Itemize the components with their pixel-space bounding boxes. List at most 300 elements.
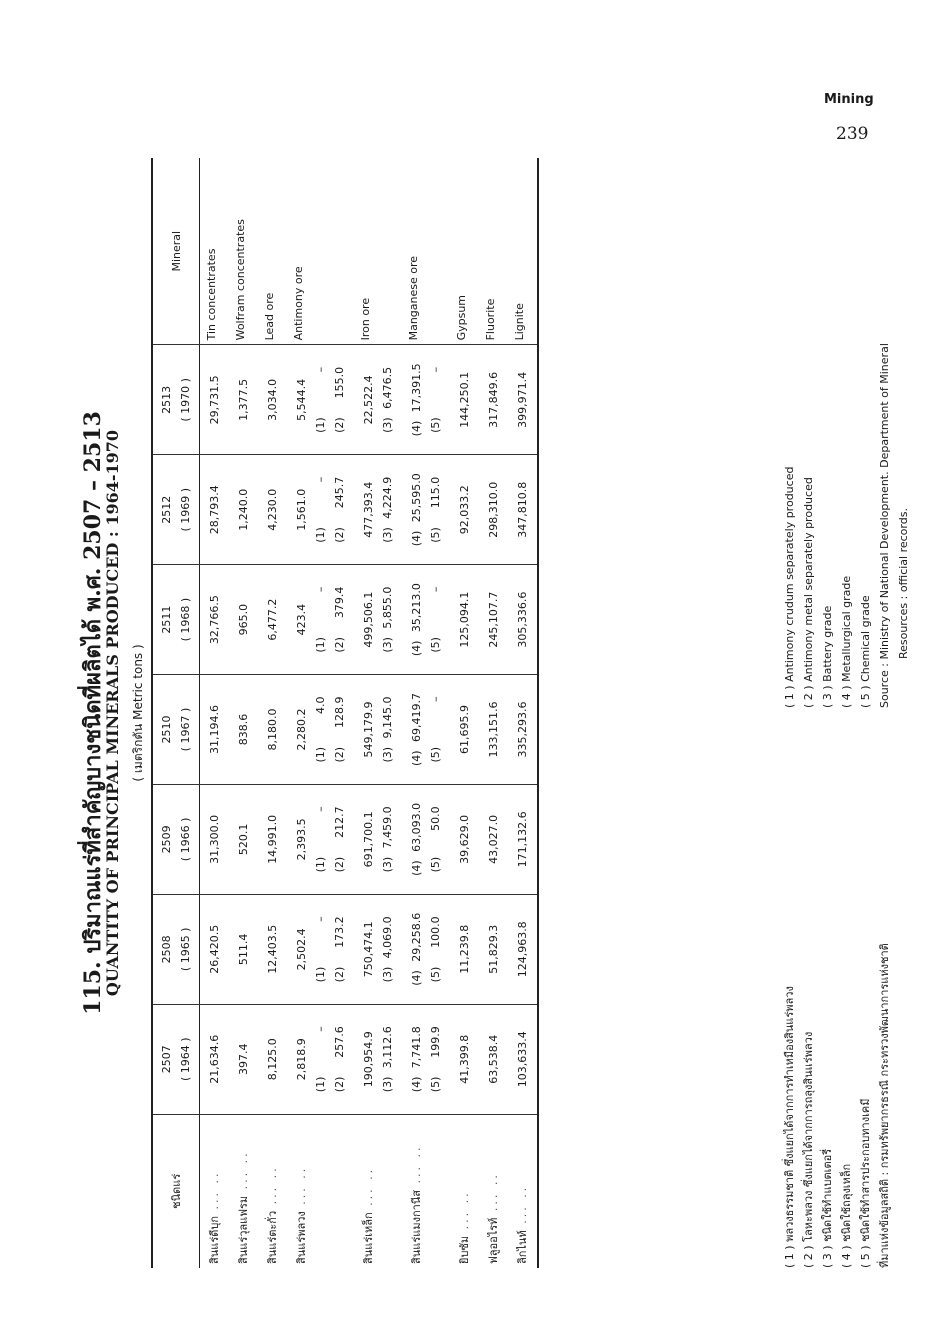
value-cell [258, 1004, 287, 1114]
value-number: 4,069.0 [381, 916, 394, 959]
value-line: 26,420.5 [208, 924, 221, 974]
value-cell [229, 455, 258, 565]
value-number: 6,476.5 [381, 366, 394, 409]
value-number: – [314, 916, 327, 922]
value-line [330, 1009, 349, 1110]
value-number: 35,213.0 [410, 583, 423, 633]
value-cell [258, 894, 287, 1004]
value-line: 31,300.0 [208, 814, 221, 864]
value-cell [508, 455, 538, 565]
value-line [311, 679, 330, 780]
mineral-thai-label: สินแร่ตะกั่ว [266, 1210, 279, 1264]
value-line: 1,240.0 [237, 488, 250, 531]
table-row [287, 158, 354, 1268]
header-thai-mineral: ชนิดแร่ [152, 1114, 200, 1268]
value-cell [258, 675, 287, 785]
value-line: 245,107.7 [487, 591, 500, 648]
value-number: – [314, 1026, 327, 1032]
footnote-marker: (2) [333, 637, 346, 653]
mineral-thai-label: ลิกไนท์ [516, 1230, 529, 1264]
value-line [311, 1009, 330, 1110]
value-line: 103,633.4 [516, 1031, 529, 1088]
notes-english [780, 158, 913, 708]
footnote-marker: (3) [381, 966, 394, 983]
value-line: 8,125.0 [266, 1038, 279, 1081]
footnote-marker: (1) [314, 527, 327, 543]
value-line: 32,766.5 [208, 595, 221, 645]
value-line [330, 789, 349, 890]
value-cell [402, 894, 450, 1004]
value-line [311, 459, 330, 560]
value-cell [508, 784, 538, 894]
footnote-marker: (4) [410, 860, 423, 876]
value-line [378, 789, 397, 890]
value-cell [229, 345, 258, 455]
value-number: 4.0 [314, 696, 327, 715]
value-line [407, 459, 426, 560]
value-line [407, 899, 426, 1000]
value-line: 2,502.4 [295, 928, 308, 971]
table-row [508, 158, 538, 1268]
value-line: 144,250.1 [458, 371, 471, 428]
value-number: 69,419.7 [410, 693, 423, 743]
value-number: – [429, 696, 442, 703]
footnote-marker: (3) [381, 527, 394, 543]
note-line: ( 5 ) ชนิดใช้ทำสารประกอบทางเคมี [859, 1098, 872, 1268]
value-number: 379.4 [333, 586, 346, 619]
value-cell [450, 1004, 479, 1114]
mineral-english-name: Gypsum [450, 158, 479, 345]
mineral-thai-label: สินแร่พลวง [295, 1211, 308, 1264]
footnote-marker: (5) [429, 417, 442, 433]
footnote-marker: (4) [410, 1076, 423, 1093]
value-cell [200, 345, 230, 455]
mineral-thai-label: สินแร่เหล็ก [362, 1212, 375, 1264]
value-cell [200, 675, 230, 785]
mineral-thai-label: ฟลูออไรท์ [487, 1217, 500, 1264]
header-year: 2510 ( 1967 ) [152, 675, 200, 785]
footnote-marker: (2) [333, 527, 346, 543]
value-line: 22,522.4 [362, 375, 375, 425]
mineral-thai-label: สินแร่ดีบุก [208, 1215, 221, 1264]
value-cell [450, 894, 479, 1004]
table-header [152, 158, 200, 1268]
value-number: 199.9 [429, 1026, 442, 1058]
mineral-english-name: Antimony ore [287, 158, 354, 345]
value-line [426, 789, 445, 890]
value-line: 1,377.5 [237, 378, 250, 421]
source-line-english: Source : Ministry of National Development. Department of Mineral [878, 343, 891, 708]
value-line: 298,310.0 [487, 481, 500, 538]
value-cell [354, 1004, 402, 1114]
value-line: 12,403.5 [266, 924, 279, 974]
value-line: 305,336.6 [516, 591, 529, 648]
value-cell [200, 784, 230, 894]
table-row [450, 158, 479, 1268]
value-number: 100.0 [429, 916, 442, 948]
value-line [407, 569, 426, 670]
footnote-marker: (3) [381, 856, 394, 873]
table-body [200, 158, 539, 1268]
value-number: 9,145.0 [381, 696, 394, 739]
value-number: 7,741.8 [410, 1026, 423, 1069]
value-line: 21,634.6 [208, 1034, 221, 1084]
value-cell [200, 1004, 230, 1114]
value-cell [258, 565, 287, 675]
leader-dots: ... .. [516, 1184, 529, 1231]
header-year: 2511 ( 1968 ) [152, 565, 200, 675]
mineral-thai-name [479, 1114, 508, 1268]
mineral-thai-label: สินแร่แมงกานีส [410, 1189, 423, 1264]
value-cell [402, 675, 450, 785]
title-english: QUANTITY OF PRINCIPAL MINERALS PRODUCED : 1964-1970 [103, 429, 122, 997]
table-number: 115. [80, 961, 106, 1015]
value-line: 92,033.2 [458, 485, 471, 535]
value-line [330, 679, 349, 780]
value-cell [354, 455, 402, 565]
value-cell [200, 894, 230, 1004]
value-cell [508, 675, 538, 785]
value-line: 423.4 [295, 603, 308, 636]
header-year: 2513 ( 1970 ) [152, 345, 200, 455]
value-line: 63,538.4 [487, 1034, 500, 1084]
value-cell [287, 455, 354, 565]
value-line [378, 349, 397, 450]
value-number: – [314, 476, 327, 483]
value-line: 347,810.8 [516, 481, 529, 538]
value-cell [402, 455, 450, 565]
value-line [330, 349, 349, 450]
value-line: 477,393.4 [362, 481, 375, 538]
value-cell [287, 675, 354, 785]
value-number: 115.0 [429, 476, 442, 509]
value-number: – [314, 806, 327, 812]
value-cell [229, 894, 258, 1004]
value-number: – [314, 586, 327, 593]
value-cell [508, 565, 538, 675]
table-row [200, 158, 230, 1268]
source-line-english: Resources : official records. [897, 508, 910, 708]
value-line [311, 349, 330, 450]
value-line: 190,954.9 [362, 1031, 375, 1088]
mineral-thai-name [200, 1114, 230, 1268]
note-line: ( 3 ) Battery grade [821, 605, 834, 708]
value-cell [450, 675, 479, 785]
mineral-thai-name [402, 1114, 450, 1268]
section-label: Mining [824, 92, 874, 107]
notes-thai [780, 708, 894, 1268]
value-number: 173.2 [333, 916, 346, 948]
value-cell [479, 894, 508, 1004]
value-line: 125,094.1 [458, 591, 471, 648]
value-cell [354, 894, 402, 1004]
value-cell [402, 784, 450, 894]
value-number: 155.0 [333, 366, 346, 399]
value-line [311, 899, 330, 1000]
value-cell [229, 675, 258, 785]
note-line: ( 1 ) Antimony crudum separately produced [783, 466, 796, 708]
footnote-marker: (1) [314, 417, 327, 433]
value-line: 2,818.9 [295, 1038, 308, 1081]
value-number: 63,093.0 [410, 802, 423, 852]
value-cell [479, 675, 508, 785]
value-line [426, 569, 445, 670]
value-line: 511.4 [237, 933, 250, 966]
value-line: 39,629.0 [458, 814, 471, 864]
value-line: 11,239.8 [458, 924, 471, 974]
note-line: ( 2 ) Antimony metal separately produced [802, 477, 815, 708]
value-line [378, 679, 397, 780]
value-number: 245.7 [333, 476, 346, 509]
footnote-marker: (5) [429, 966, 442, 983]
value-line [426, 899, 445, 1000]
footnote-marker: (4) [410, 750, 423, 767]
footnote-marker: (5) [429, 856, 442, 873]
value-line: 8,180.0 [266, 708, 279, 751]
note-line: ( 5 ) Chemical grade [859, 595, 872, 708]
leader-dots: ... .. [208, 1170, 221, 1216]
table-row [479, 158, 508, 1268]
value-cell [229, 565, 258, 675]
value-line [407, 349, 426, 450]
mineral-thai-name [354, 1114, 402, 1268]
value-line [330, 569, 349, 670]
footnote-marker: (4) [410, 970, 423, 986]
leader-dots: ... .. [237, 1150, 250, 1196]
value-cell [229, 784, 258, 894]
value-line: 750,474.1 [362, 921, 375, 978]
source-line-thai: ที่มาแห่งข้อมูลสถิติ : กรมทรัพยากรธรณี กระทรวงพัฒนาการแห่งชาติ [878, 943, 891, 1268]
value-line: 51,829.3 [487, 924, 500, 974]
value-line [426, 679, 445, 780]
value-line [311, 569, 330, 670]
value-cell [354, 675, 402, 785]
value-line: 335,293.6 [516, 701, 529, 758]
mineral-thai-name [450, 1114, 479, 1268]
value-line: 1,561.0 [295, 488, 308, 531]
value-cell [258, 455, 287, 565]
leader-dots: ... .. [410, 1144, 423, 1190]
value-number: 4,224.9 [381, 476, 394, 519]
footnote-marker: (1) [314, 856, 327, 873]
value-cell [402, 565, 450, 675]
value-line: 41,399.8 [458, 1034, 471, 1084]
value-line: 171,132.6 [516, 811, 529, 868]
value-cell [508, 1004, 538, 1114]
value-cell [287, 345, 354, 455]
value-cell [508, 345, 538, 455]
footnote-marker: (4) [410, 420, 423, 437]
header-year: 2509 ( 1966 ) [152, 784, 200, 894]
value-cell [450, 455, 479, 565]
value-line: 691,700.1 [362, 811, 375, 868]
value-line: 549,179.9 [362, 701, 375, 758]
value-cell [287, 784, 354, 894]
mineral-english-name: Lignite [508, 158, 538, 345]
footnote-marker: (4) [410, 530, 423, 547]
mineral-thai-name [229, 1114, 258, 1268]
value-number: 3,112.6 [381, 1026, 394, 1069]
leader-dots: ... .. [458, 1190, 471, 1236]
value-line [311, 789, 330, 890]
mineral-thai-name [258, 1114, 287, 1268]
value-line: 3,034.0 [266, 378, 279, 421]
footnote-marker: (3) [381, 746, 394, 763]
value-line [378, 1009, 397, 1110]
value-line: 6,477.2 [266, 598, 279, 641]
mineral-english-name: Lead ore [258, 158, 287, 345]
footnote-marker: (3) [381, 417, 394, 433]
footnote-marker: (4) [410, 640, 423, 657]
value-line: 965.0 [237, 603, 250, 636]
value-cell [479, 1004, 508, 1114]
footnote-marker: (1) [314, 637, 327, 653]
value-cell [479, 565, 508, 675]
mineral-thai-label: ยิบซัม [458, 1235, 471, 1264]
value-cell [354, 345, 402, 455]
value-line: 133,151.6 [487, 701, 500, 758]
note-line: ( 4 ) ชนิดใช้ถลุงเหล็ก [840, 1163, 853, 1268]
value-number: 29,258.6 [410, 912, 423, 962]
table-row [354, 158, 402, 1268]
footnote-marker: (3) [381, 637, 394, 653]
value-line: 61,695.9 [458, 705, 471, 755]
footnote-marker: (2) [333, 1076, 346, 1093]
table-row [258, 158, 287, 1268]
value-line: 29,731.5 [208, 375, 221, 425]
note-line: ( 3 ) ชนิดใช้ทำแบตเตอรี่ [821, 1148, 834, 1268]
value-cell [479, 455, 508, 565]
value-line [330, 899, 349, 1000]
value-cell [479, 345, 508, 455]
value-line [407, 679, 426, 780]
value-number: 257.6 [333, 1026, 346, 1058]
value-line: 43,027.0 [487, 814, 500, 864]
value-number: 25,595.0 [410, 473, 423, 523]
value-line: 5,544.4 [295, 378, 308, 421]
value-cell [479, 784, 508, 894]
footnote-marker: (2) [333, 966, 346, 983]
value-number: 128.9 [333, 696, 346, 729]
value-number: 7,459.0 [381, 806, 394, 849]
footnote-marker: (2) [333, 856, 346, 873]
mineral-thai-name [508, 1114, 538, 1268]
note-line: ( 4 ) Metallurgical grade [840, 575, 853, 708]
leader-dots: ... .. [266, 1165, 279, 1211]
value-cell [229, 1004, 258, 1114]
leader-dots: ... .. [295, 1165, 308, 1212]
leader-dots: ... .. [487, 1172, 500, 1218]
value-line [378, 899, 397, 1000]
value-line [378, 459, 397, 560]
value-line [407, 789, 426, 890]
value-cell [287, 894, 354, 1004]
value-line: 838.6 [237, 713, 250, 746]
value-line: 14,991.0 [266, 814, 279, 864]
value-cell [258, 784, 287, 894]
units-label: ( เมตริกตัน Metric tons ) [131, 644, 145, 782]
mineral-english-name: Tin concentrates [200, 158, 230, 345]
mineral-thai-name [287, 1114, 354, 1268]
value-line: 397.4 [237, 1043, 250, 1075]
footnote-marker: (2) [333, 746, 346, 763]
footnote-marker: (1) [314, 1076, 327, 1093]
mineral-english-name: Fluorite [479, 158, 508, 345]
footnote-marker: (1) [314, 966, 327, 983]
header-english-mineral: Mineral [152, 158, 200, 345]
header-year: 2508 ( 1965 ) [152, 894, 200, 1004]
footnote-marker: (1) [314, 746, 327, 763]
value-line: 499,506.1 [362, 591, 375, 648]
value-line: 2,280.2 [295, 708, 308, 751]
value-line: 31,194.6 [208, 705, 221, 755]
footnote-marker: (5) [429, 637, 442, 653]
rotated-table-page [75, 158, 910, 1268]
value-cell [402, 1004, 450, 1114]
value-cell [258, 345, 287, 455]
value-cell [450, 565, 479, 675]
value-cell [508, 894, 538, 1004]
value-line: 2,393.5 [295, 818, 308, 861]
value-cell [287, 565, 354, 675]
value-cell [402, 345, 450, 455]
value-cell [287, 1004, 354, 1114]
value-line: 4,230.0 [266, 488, 279, 531]
footnote-marker: (5) [429, 1076, 442, 1093]
value-number: 17,391.5 [410, 363, 423, 413]
page-number: 239 [836, 124, 869, 144]
value-line: 124,963.8 [516, 921, 529, 978]
leader-dots: ... .. [362, 1166, 375, 1213]
value-cell [200, 455, 230, 565]
mineral-thai-label: สินแร่วุลแฟรม [237, 1195, 250, 1264]
value-line [426, 1009, 445, 1110]
mineral-english-name: Manganese ore [402, 158, 450, 345]
value-number: – [314, 366, 327, 373]
value-number: 212.7 [333, 806, 346, 838]
value-number: 5,855.0 [381, 586, 394, 629]
note-line: ( 1 ) พลวงธรรมชาติ ซึ่งแยกได้จากการทำเหมืองสินแร่พลวง [783, 986, 796, 1268]
footnote-marker: (3) [381, 1076, 394, 1093]
value-line: 317,849.6 [487, 371, 500, 428]
table-row [402, 158, 450, 1268]
value-cell [450, 345, 479, 455]
value-cell [450, 784, 479, 894]
minerals-table [151, 158, 539, 1268]
value-line: 520.1 [237, 823, 250, 856]
footnote-marker: (2) [333, 417, 346, 433]
table-row [229, 158, 258, 1268]
value-cell [354, 784, 402, 894]
value-number: – [429, 366, 442, 373]
header-year: 2507 ( 1964 ) [152, 1004, 200, 1114]
header-year: 2512 ( 1969 ) [152, 455, 200, 565]
value-line [426, 459, 445, 560]
value-number: – [429, 586, 442, 593]
value-line [330, 459, 349, 560]
mineral-english-name: Iron ore [354, 158, 402, 345]
value-number: 50.0 [429, 806, 442, 831]
value-line [407, 1009, 426, 1110]
value-line: 28,793.4 [208, 485, 221, 535]
footnote-marker: (5) [429, 527, 442, 543]
value-line [378, 569, 397, 670]
value-cell [200, 565, 230, 675]
note-line: ( 2 ) โลหะพลวง ซึ่งแยกได้จากการถลุงสินแร่พลวง [802, 1031, 815, 1268]
value-line: 399,971.4 [516, 371, 529, 428]
value-line [426, 349, 445, 450]
mineral-english-name: Wolfram concentrates [229, 158, 258, 345]
